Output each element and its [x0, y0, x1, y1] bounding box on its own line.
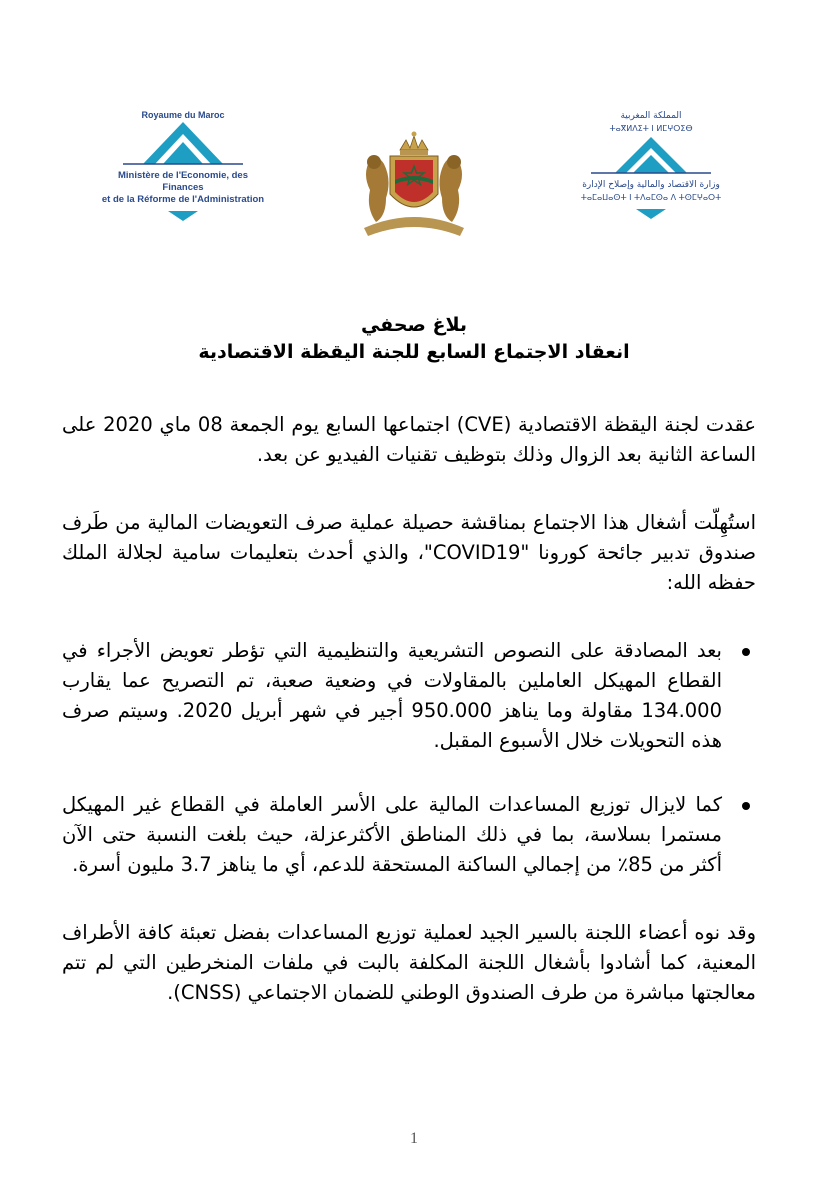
ministry-logo-ar [566, 110, 736, 210]
logo-ar-line1: المملكة المغربية [620, 111, 682, 121]
paragraph-1: عقدت لجنة اليقظة الاقتصادية (CVE) اجتماعها السابع يوم الجمعة 08 ماي 2020 على الساعة الثانية بعد الزوال وذلك بتوظيف تقنيات الفيديو عن بعد. [62, 413, 756, 466]
letterhead [0, 110, 828, 230]
press-release-title [60, 312, 768, 366]
title-line1: بلاغ صحفي [360, 314, 468, 336]
ministry-triangle-icon [123, 120, 243, 166]
bullet-item-1: بعد المصادقة على النصوص التشريعية والتنظيمية التي تؤطر تعويض الأجراء في القطاع المهيكل العاملين بالمقاولات في وضعية صعبة، تم التصريح عما يقارب 134.000 مقاولة وما يناهز 950.000 أجير في شهر أبريل 2020. وسيتم صرف هذه التحويلات خلال الأسبوع المقبل. [62, 636, 722, 756]
royal-coat-of-arms-icon [356, 128, 472, 238]
logo-ar-underline-icon [636, 209, 666, 219]
logo-fr-top-label: Royaume du Maroc [141, 110, 225, 120]
page-number: 1 [410, 1130, 418, 1147]
logo-fr-line2: et de la Réforme de l'Administration [101, 194, 265, 205]
logo-fr-underline-icon [168, 211, 198, 221]
bullet-list [62, 636, 756, 880]
title-line2: انعقاد الاجتماع السابع للجنة اليقظة الاقتصادية [198, 341, 630, 363]
logo-fr-line1: Ministère de l'Economie, des Finances [117, 170, 249, 193]
ministry-logo-fr [98, 110, 268, 210]
bullet-item-2: كما لايزال توزيع المساعدات المالية على الأسر العاملة في القطاع غير المهيكل مستمرا بسلاسة، بما في ذلك المناطق الأكثرعزلة، حيث بلغت النسبة حتى الآن أكثر من 85٪ من إجمالي الساكنة المستحقة للدعم، أي ما يناهز 3.7 مليون أسرة. [62, 790, 722, 880]
paragraph-2: استُهِلّت أشغال هذا الاجتماع بمناقشة حصيلة عملية صرف التعويضات المالية من طَرف صندوق تدبير جائحة كورونا "COVID19"، والذي أحدث بتعليمات سامية لجلالة الملك حفظه الله: [62, 511, 757, 594]
logo-ar-tifinagh-bottom: ⵜⴰⵎⴰⵡⴰⵙⵜ ⵏ ⵜⴷⴰⵎⵙⴰ ⴷ ⵜⵙⵎⵖⴰⵔⵜ [580, 193, 722, 202]
logo-ar-tifinagh-top: ⵜⴰⴳⵍⴷⵉⵜ ⵏ ⵍⵎⵖⵔⵉⴱ [609, 124, 693, 133]
paragraph-3: وقد نوه أعضاء اللجنة بالسير الجيد لعملية توزيع المساعدات بفضل تعبئة كافة الأطراف المعنية، كما أشادوا بأشغال اللجنة المكلفة بالبت في ملفات المنخرطين التي لم تتم معالجتها مباشرة من طرف الصندوق الوطني للضمان الاجتماعي (CNSS). [62, 921, 756, 1004]
press-release-body [62, 410, 756, 1046]
ministry-triangle-icon-ar [591, 135, 711, 175]
logo-ar-line2: وزارة الاقتصاد والمالية وإصلاح الإدارة [582, 180, 720, 190]
